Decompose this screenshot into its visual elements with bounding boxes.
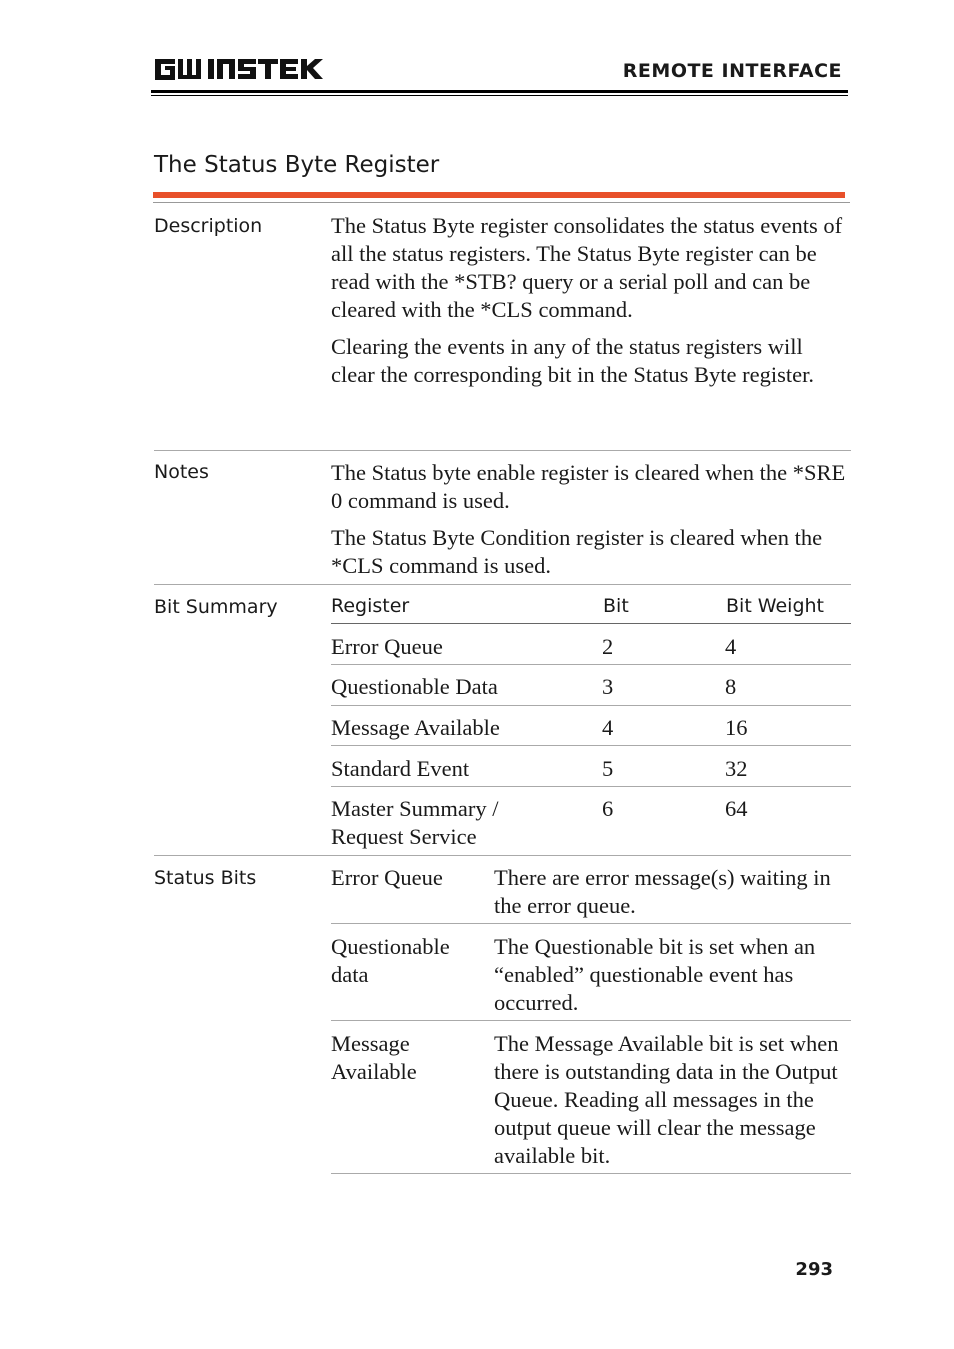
notes-paragraph-1: The Status byte enable register is cleared when the *SRE 0 command is used. [331, 460, 846, 513]
status-bit-name: Message Available [331, 1031, 417, 1084]
notes-label: Notes [154, 461, 209, 483]
description-paragraph-2: Clearing the events in any of the status registers will clear the corresponding bit in the Status Byte register. [331, 334, 815, 387]
header-section-title: REMOTE INTERFACE [622, 60, 842, 82]
table-row-divider [331, 705, 851, 706]
bit-summary-bit: 4 [602, 715, 614, 740]
title-accent-bar [153, 192, 845, 198]
bit-summary-weight: 32 [725, 756, 748, 781]
bit-summary-bit: 5 [602, 756, 614, 781]
table-row-divider [331, 1173, 851, 1174]
notes-paragraph-2: The Status Byte Condition register is cleared when the *CLS command is used. [331, 525, 823, 578]
table-row-divider [331, 923, 851, 924]
bit-summary-register: Master Summary / Request Service [331, 796, 499, 849]
status-bit-description: The Questionable bit is set when an “enabled” questionable event has occurred. [494, 934, 816, 1015]
description-paragraph-1: The Status Byte register consolidates the status events of all the status registers. The Status Byte register can be read with the *STB? query or a serial poll and can be cleared with the *CLS command. [331, 213, 843, 322]
table-row-divider [331, 664, 851, 665]
bit-summary-register: Error Queue [331, 634, 443, 659]
bit-summary-header-bit: Bit [603, 595, 629, 617]
bit-summary-label: Bit Summary [154, 596, 278, 618]
bit-summary-register: Questionable Data [331, 674, 498, 699]
row-divider [154, 855, 851, 856]
status-bit-name: Error Queue [331, 865, 443, 890]
description-label: Description [154, 215, 263, 237]
header-rule-thin [151, 95, 848, 96]
status-bit-description: The Message Available bit is set when there is outstanding data in the Output Queue. Reading all messages in the output queue will clear the message available bit. [494, 1031, 839, 1168]
table-row-divider [331, 786, 851, 787]
page-title: The Status Byte Register [154, 152, 440, 178]
brand-logo [153, 55, 325, 88]
notes-body [331, 459, 851, 580]
bit-summary-weight: 16 [725, 715, 748, 740]
bit-summary-bit: 2 [602, 634, 614, 659]
bit-summary-register: Standard Event [331, 756, 470, 781]
bit-summary-bit: 6 [602, 796, 614, 821]
table-row-divider [331, 1020, 851, 1021]
header-rule [151, 90, 848, 93]
status-bit-name: Questionable data [331, 934, 450, 987]
description-body [331, 212, 846, 389]
bit-summary-header-weight: Bit Weight [726, 595, 824, 617]
status-bits-label: Status Bits [154, 867, 257, 889]
bit-summary-header-register: Register [331, 595, 410, 617]
bit-summary-weight: 64 [725, 796, 748, 821]
gw-instek-logo-icon [153, 55, 325, 83]
title-underline [153, 202, 850, 203]
bit-summary-weight: 4 [725, 634, 737, 659]
page-number: 293 [795, 1259, 833, 1280]
bit-summary-register: Message Available [331, 715, 500, 740]
row-divider [154, 584, 851, 585]
table-row-divider [331, 745, 851, 746]
table-header-divider [331, 623, 851, 624]
status-bit-description: There are error message(s) waiting in the error queue. [494, 865, 831, 918]
bit-summary-weight: 8 [725, 674, 737, 699]
bit-summary-bit: 3 [602, 674, 614, 699]
row-divider [154, 450, 851, 451]
